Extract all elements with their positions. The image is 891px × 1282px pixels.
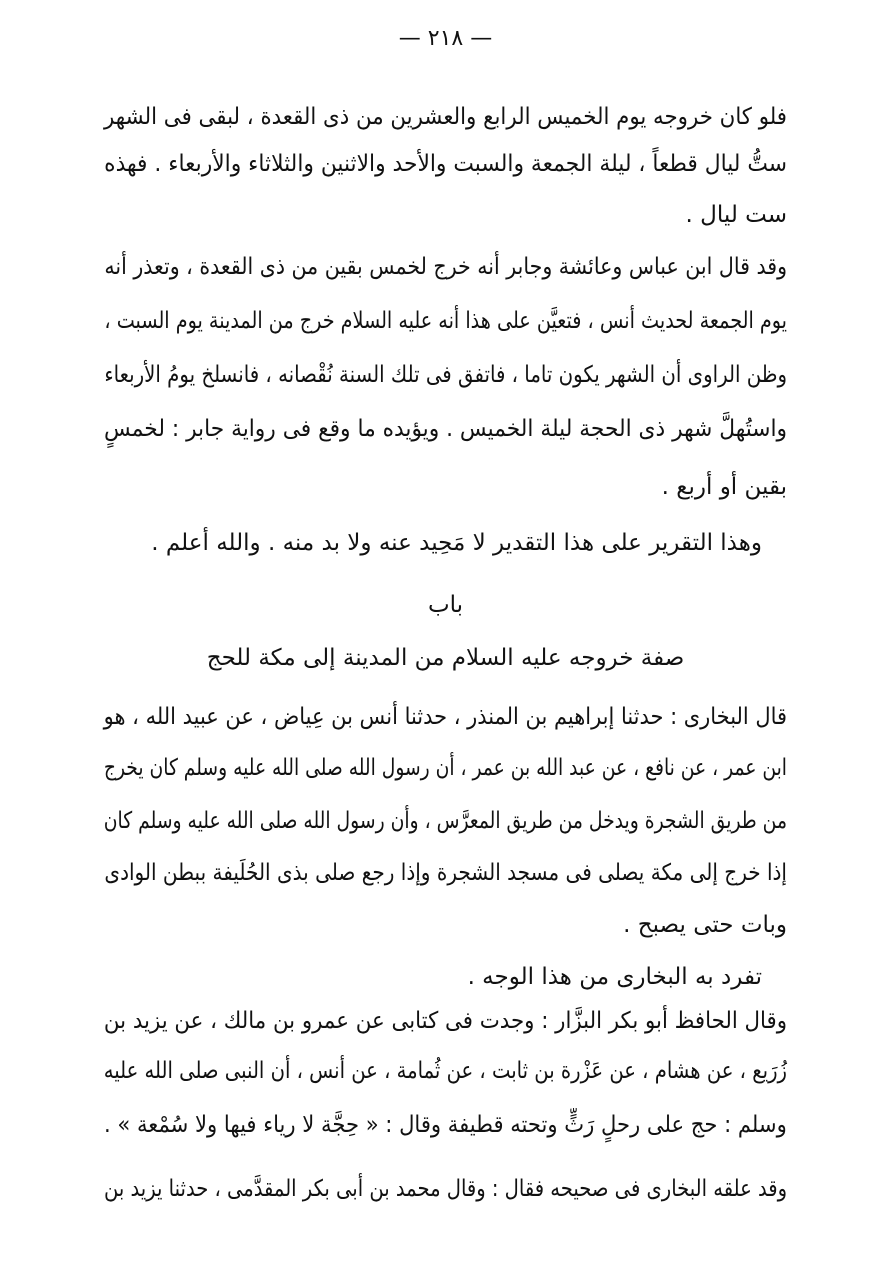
text-line: وقال الحافظ أبو بكر البزَّار : وجدت فى كتابى عن عمرو بن مالك ، عن يزيد بن xyxy=(103,1008,788,1034)
section-title: صفة خروجه عليه السلام من المدينة إلى مكة للحج xyxy=(206,645,685,671)
text-line: وهذا التقرير على هذا التقدير لا مَحِيد عنه ولا بد منه . والله أعلم . xyxy=(151,530,762,556)
text-line: ست ليال . xyxy=(685,202,787,228)
text-line: وسلم : حج على رحلٍ رَثٍّ وتحته قطيفة وقال : « حِجَّة لا رياء فيها ولا سُمْعة » . xyxy=(104,1112,787,1138)
text-line: وظن الراوى أن الشهر يكون تاما ، فاتفق فى تلك السنة نُقْصانه ، فانسلخ يومُ الأربعاء xyxy=(104,362,787,388)
text-line: ستُّ ليال قطعاً ، ليلة الجمعة والسبت والأحد والاثنين والثلاثاء والأربعاء . فهذه xyxy=(104,151,788,177)
text-line: قال البخارى : حدثنا إبراهيم بن المنذر ، حدثنا أنس بن عِياض ، عن عبيد الله ، هو xyxy=(103,704,787,730)
text-line: وقد علقه البخارى فى صحيحه فقال : وقال محمد بن أبى بكر المقدَّمى ، حدثنا يزيد بن xyxy=(104,1176,787,1202)
text-line: زُرَيع ، عن هشام ، عن عَزْرة بن ثابت ، عن ثُمامة ، عن أنس ، أن النبى صلى الله عليه xyxy=(103,1058,787,1084)
text-line: بقين أو أربع . xyxy=(661,474,787,500)
section-label: باب xyxy=(427,592,464,618)
text-line: وبات حتى يصبح . xyxy=(623,912,787,938)
page-number: — ٢١٨ — xyxy=(398,26,493,51)
text-line: إذا خرج إلى مكة يصلى فى مسجد الشجرة وإذا رجع صلى بذى الحُلَيفة ببطن الوادى xyxy=(104,860,788,886)
text-line: وقد قال ابن عباس وعائشة وجابر أنه خرج لخمس بقين من ذى القعدة ، وتعذر أنه xyxy=(104,254,787,280)
text-line: يوم الجمعة لحديث أنس ، فتعيَّن على هذا أنه عليه السلام خرج من المدينة يوم السبت ، xyxy=(104,308,788,334)
text-line: ابن عمر ، عن نافع ، عن عبد الله بن عمر ، أن رسول الله صلى الله عليه وسلم كان يخرج xyxy=(103,755,787,781)
text-line: تفرد به البخارى من هذا الوجه . xyxy=(467,964,762,990)
text-line: من طريق الشجرة ويدخل من طريق المعرَّس ، وأن رسول الله صلى الله عليه وسلم كان xyxy=(103,808,788,834)
text-line: واستُهلَّ شهر ذى الحجة ليلة الخميس . ويؤيده ما وقع فى رواية جابر : لخمسٍ xyxy=(104,416,787,442)
text-line: فلو كان خروجه يوم الخميس الرابع والعشرين من ذى القعدة ، لبقى فى الشهر xyxy=(104,104,788,130)
